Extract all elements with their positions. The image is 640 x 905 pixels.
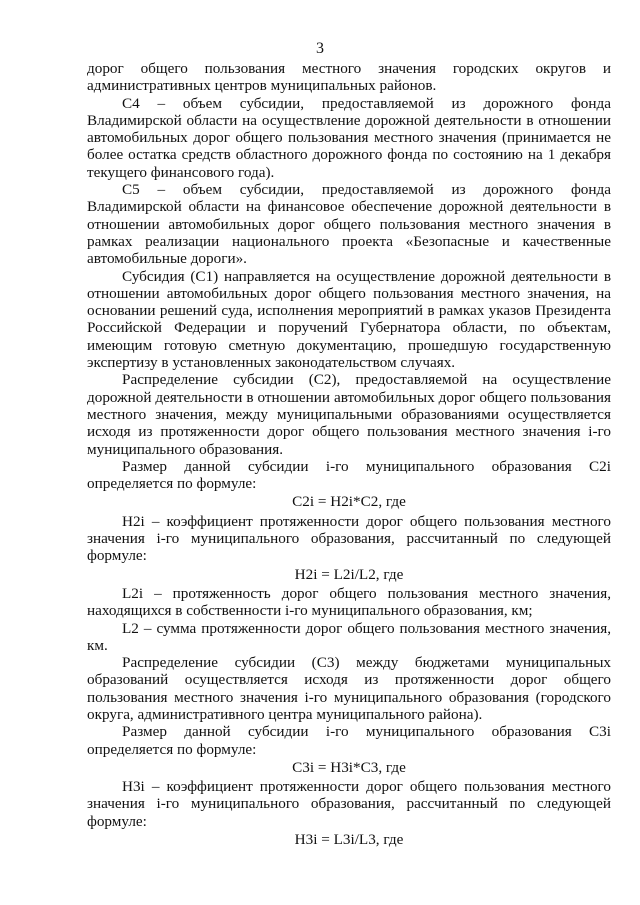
formula-line: Н3i = L3i/L3, где [294,831,404,849]
formula-line: С2i = Н2i*С2, где [292,493,406,511]
body-paragraph: Распределение субсидии (С3) между бюджетами муниципальных образований осуществляется исходя из протяженности дорог общего пользования местного значения i-го муниципального образования (городского округа, административного центра муниципального района). [87,654,611,723]
body-paragraph: дорог общего пользования местного значения городских округов и административных центров муниципальных районов. [87,60,611,95]
body-paragraph: Распределение субсидии (С2), предоставляемой на осуществление дорожной деятельности в отношении автомобильных дорог общего пользования местного значения, между муниципальными образованиями осуществляется исходя из протяженности дорог общего пользования местного значения i-го муниципального образования. [87,371,611,458]
formula-line: С3i = Н3i*С3, где [292,758,406,776]
body-paragraph: L2i – протяженность дорог общего пользования местного значения, находящихся в собственности i-го муниципального образования, км; [87,584,611,620]
formula-line: Н2i = L2i/L2, где [294,565,404,583]
body-paragraph: Н3i – коэффициент протяженности дорог общего пользования местного значения i-го муниципального образования, рассчитанный по следующей формуле: [87,778,611,830]
body-paragraph: Н2i – коэффициент протяженности дорог общего пользования местного значения i-го муниципального образования, рассчитанный по следующей формуле: [87,512,611,565]
body-paragraph: С4 – объем субсидии, предоставляемой из дорожного фонда Владимирской области на осуществление дорожной деятельности в отношении автомобильных дорог общего пользования местного значения (принимается не более остатка средств областного дорожного фонда по состоянию на 1 декабря текущего финансового года). [87,94,611,181]
body-paragraph: С5 – объем субсидии, предоставляемой из дорожного фонда Владимирской области на финансовое обеспечение дорожной деятельности в отношении автомобильных дорог общего пользования местного значения в рамках реализации национального проекта «Безопасные и качественные автомобильные дороги». [87,181,611,268]
body-paragraph: L2 – сумма протяженности дорог общего пользования местного значения, км. [87,619,611,654]
body-paragraph: Субсидия (С1) направляется на осуществление дорожной деятельности в отношении автомобильных дорог общего пользования местного значения, на основании решений суда, исполнения мероприятий в рамках указов Президента Российской Федерации и поручений Губернатора области, по объектам, имеющим готовую сметную документацию, прошедшую государственную экспертизу в установленных законодательством случаях. [87,267,611,372]
body-paragraph: Размер данной субсидии i-го муниципального образования С2i определяется по формуле: [87,457,611,493]
page-number: 3 [316,40,324,57]
body-paragraph: Размер данной субсидии i-го муниципального образования С3i определяется по формуле: [87,723,611,758]
document-body [87,60,611,850]
